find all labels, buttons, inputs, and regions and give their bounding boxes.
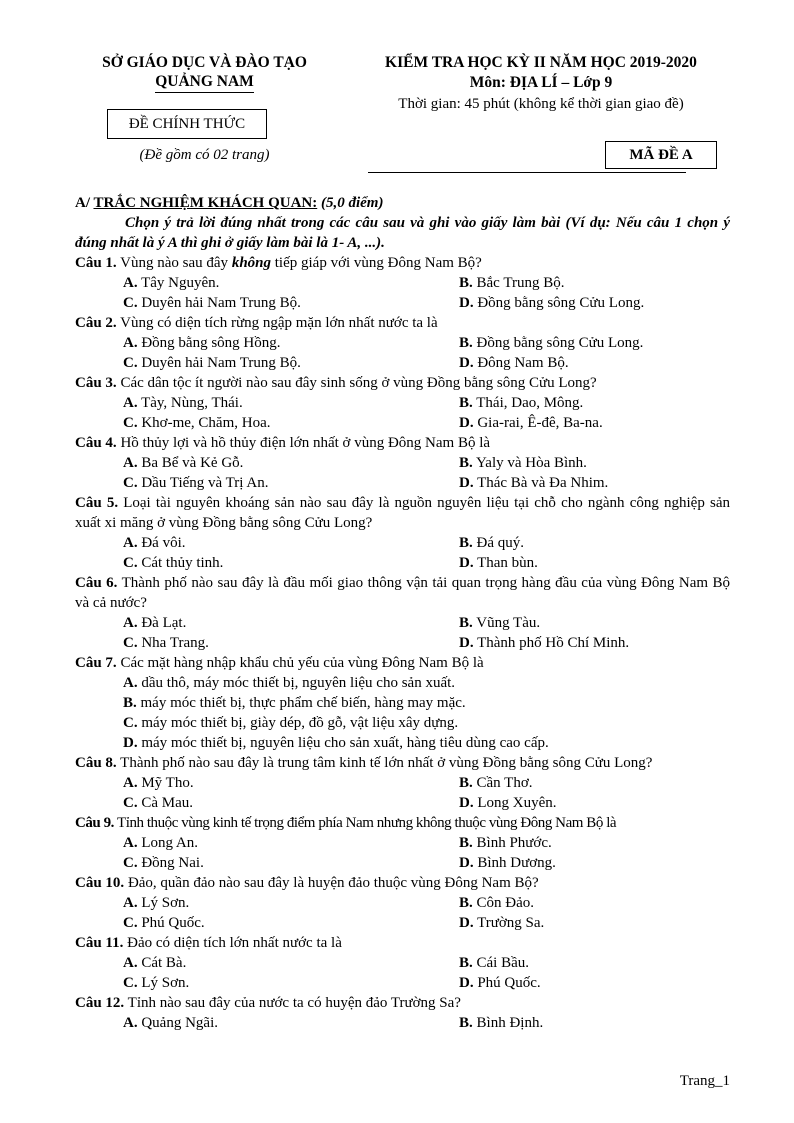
option-label: A. bbox=[123, 675, 138, 691]
option-row bbox=[75, 333, 730, 353]
option-label: B. bbox=[459, 835, 473, 851]
option-text: Long An. bbox=[137, 835, 199, 851]
option-label: C. bbox=[123, 555, 138, 571]
option-text: Bình Phước. bbox=[472, 835, 552, 851]
option-text: Đá vôi. bbox=[137, 535, 186, 551]
option-c bbox=[123, 413, 459, 433]
question-5 bbox=[75, 493, 730, 533]
option-label: C. bbox=[123, 915, 138, 931]
option-label: D. bbox=[459, 975, 474, 991]
option-row bbox=[75, 1013, 730, 1033]
option-row bbox=[75, 893, 730, 913]
option-text: Vũng Tàu. bbox=[472, 615, 541, 631]
option-text: Đông Nam Bộ. bbox=[473, 355, 569, 371]
option-a bbox=[123, 333, 459, 353]
option-row bbox=[75, 793, 730, 813]
option-label: C. bbox=[123, 475, 138, 491]
option-row bbox=[75, 293, 730, 313]
section-instruction: Chọn ý trả lời đúng nhất trong các câu sau và ghi vào giấy làm bài (Ví dụ: Nếu câu 1 chọn ý đúng nhất là ý A thì ghi ở giấy làm bài là 1- A, ...). bbox=[75, 215, 730, 251]
option-a bbox=[123, 393, 459, 413]
department-name: SỞ GIÁO DỤC VÀ ĐÀO TẠO bbox=[102, 54, 307, 71]
question-number: Câu 1. bbox=[75, 255, 117, 271]
option-row bbox=[75, 533, 730, 553]
option-label: C. bbox=[123, 355, 138, 371]
question-number: Câu 9. bbox=[75, 815, 114, 831]
option-label: A. bbox=[123, 275, 138, 291]
option-row bbox=[75, 773, 730, 793]
section-title bbox=[75, 193, 730, 213]
section-prefix: A/ bbox=[75, 195, 94, 211]
question-number: Câu 8. bbox=[75, 755, 117, 771]
option-b bbox=[459, 453, 587, 473]
option-d bbox=[459, 973, 541, 993]
option-text: Khơ-me, Chăm, Hoa. bbox=[137, 415, 271, 431]
option-d bbox=[459, 913, 544, 933]
option-text: Than bùn. bbox=[473, 555, 538, 571]
option-d bbox=[459, 413, 603, 433]
time-line: Thời gian: 45 phút (không kể thời gian giao đề) bbox=[398, 96, 684, 112]
option-label: C. bbox=[123, 975, 138, 991]
option-label: B. bbox=[459, 395, 473, 411]
option-a bbox=[123, 273, 459, 293]
header-left bbox=[72, 53, 337, 93]
option-text: Thành phố Hồ Chí Minh. bbox=[473, 635, 630, 651]
question-3 bbox=[75, 373, 730, 393]
option-text: Đồng bằng sông Hồng. bbox=[137, 335, 281, 351]
option-label: D. bbox=[459, 915, 474, 931]
option-text: Đồng Nai. bbox=[137, 855, 204, 871]
option-b bbox=[459, 953, 529, 973]
option-b bbox=[459, 893, 534, 913]
option-row bbox=[75, 913, 730, 933]
option-text: Đá quý. bbox=[472, 535, 525, 551]
question-number: Câu 3. bbox=[75, 375, 117, 391]
option-label: B. bbox=[459, 335, 473, 351]
option-a bbox=[123, 953, 459, 973]
option-c bbox=[123, 473, 459, 493]
question-number: Câu 11. bbox=[75, 935, 124, 951]
question-11 bbox=[75, 933, 730, 953]
option-text: dầu thô, máy móc thiết bị, nguyên liệu cho sản xuất. bbox=[137, 675, 456, 691]
section-title-text: TRẮC NGHIỆM KHÁCH QUAN: bbox=[93, 195, 318, 211]
question-number: Câu 6. bbox=[75, 575, 118, 591]
option-b bbox=[459, 773, 533, 793]
option-a bbox=[123, 613, 459, 633]
option-a bbox=[123, 1013, 459, 1033]
official-label-box: ĐỀ CHÍNH THỨC bbox=[107, 109, 267, 139]
option-a bbox=[75, 673, 730, 693]
option-text: Thái, Dao, Mông. bbox=[472, 395, 584, 411]
option-label: D. bbox=[459, 555, 474, 571]
question-text: Thành phố nào sau đây là đầu mối giao thông vận tải quan trọng hàng đầu của vùng Đông Nam Bộ và cả nước? bbox=[75, 575, 730, 611]
question-12 bbox=[75, 993, 730, 1013]
option-row bbox=[75, 473, 730, 493]
question-text: Tỉnh nào sau đây của nước ta có huyện đảo Trường Sa? bbox=[124, 995, 461, 1011]
option-row bbox=[75, 833, 730, 853]
option-label: D. bbox=[459, 635, 474, 651]
question-text: Vùng có diện tích rừng ngập mặn lớn nhất nước ta là bbox=[116, 315, 438, 331]
option-text: Phú Quốc. bbox=[137, 915, 205, 931]
option-label: D. bbox=[459, 855, 474, 871]
question-text: Tỉnh thuộc vùng kinh tế trọng điểm phía Nam nhưng không thuộc vùng Đông Nam Bộ là bbox=[113, 815, 617, 831]
option-d bbox=[459, 353, 569, 373]
question-4 bbox=[75, 433, 730, 453]
option-text: Cần Thơ. bbox=[472, 775, 533, 791]
section-points: (5,0 điểm) bbox=[317, 195, 384, 211]
question-text: tiếp giáp với vùng Đông Nam Bộ? bbox=[271, 255, 482, 271]
option-label: B. bbox=[123, 695, 137, 711]
question-9 bbox=[75, 813, 730, 833]
option-d bbox=[75, 733, 730, 753]
option-a bbox=[123, 893, 459, 913]
option-text: Đồng bằng sông Cửu Long. bbox=[472, 335, 644, 351]
exam-title: KIỂM TRA HỌC KỲ II NĂM HỌC 2019-2020 bbox=[385, 54, 697, 71]
option-row bbox=[75, 953, 730, 973]
option-row bbox=[75, 853, 730, 873]
option-label: D. bbox=[459, 355, 474, 371]
option-label: A. bbox=[123, 615, 138, 631]
option-c bbox=[123, 293, 459, 313]
option-text: Phú Quốc. bbox=[473, 975, 541, 991]
option-label: D. bbox=[459, 295, 474, 311]
option-label: B. bbox=[459, 275, 473, 291]
option-text: Cát Bà. bbox=[137, 955, 187, 971]
option-d bbox=[459, 633, 629, 653]
option-c bbox=[123, 353, 459, 373]
option-label: A. bbox=[123, 955, 138, 971]
option-row bbox=[75, 633, 730, 653]
option-text: Mỹ Tho. bbox=[137, 775, 194, 791]
option-text: Bình Dương. bbox=[473, 855, 556, 871]
option-label: D. bbox=[459, 415, 474, 431]
option-label: B. bbox=[459, 895, 473, 911]
subject-line: Môn: ĐỊA LÍ – Lớp 9 bbox=[469, 74, 613, 91]
option-text: Lý Sơn. bbox=[137, 895, 190, 911]
option-label: A. bbox=[123, 335, 138, 351]
question-7 bbox=[75, 653, 730, 673]
option-a bbox=[123, 453, 459, 473]
question-number: Câu 2. bbox=[75, 315, 117, 331]
option-text: Nha Trang. bbox=[137, 635, 209, 651]
option-row bbox=[75, 393, 730, 413]
option-label: A. bbox=[123, 835, 138, 851]
question-1 bbox=[75, 253, 730, 273]
question-text: Đảo, quần đảo nào sau đây là huyện đảo thuộc vùng Đông Nam Bộ? bbox=[124, 875, 539, 891]
option-c bbox=[123, 793, 459, 813]
header-right bbox=[340, 53, 742, 114]
question-2 bbox=[75, 313, 730, 333]
option-text: Trường Sa. bbox=[473, 915, 545, 931]
option-b bbox=[459, 533, 524, 553]
question-number: Câu 4. bbox=[75, 435, 117, 451]
option-label: A. bbox=[123, 775, 138, 791]
option-text: Dầu Tiếng và Trị An. bbox=[137, 475, 269, 491]
question-text: Vùng nào sau đây bbox=[116, 255, 232, 271]
option-d bbox=[459, 853, 556, 873]
option-text: Long Xuyên. bbox=[473, 795, 557, 811]
option-text: Bắc Trung Bộ. bbox=[472, 275, 565, 291]
option-text: Tây Nguyên. bbox=[137, 275, 220, 291]
option-row bbox=[75, 413, 730, 433]
option-c bbox=[123, 553, 459, 573]
question-number: Câu 7. bbox=[75, 655, 117, 671]
option-c bbox=[123, 633, 459, 653]
option-label: A. bbox=[123, 895, 138, 911]
option-text: máy móc thiết bị, thực phẩm chế biến, hàng may mặc. bbox=[136, 695, 466, 711]
option-label: B. bbox=[459, 775, 473, 791]
option-a bbox=[123, 533, 459, 553]
option-label: A. bbox=[123, 455, 138, 471]
pages-note: (Đề gồm có 02 trang) bbox=[139, 147, 270, 163]
question-number: Câu 5. bbox=[75, 495, 119, 511]
option-label: C. bbox=[123, 415, 138, 431]
question-6 bbox=[75, 573, 730, 613]
option-b bbox=[459, 393, 583, 413]
question-10 bbox=[75, 873, 730, 893]
option-label: B. bbox=[459, 615, 473, 631]
page-number: Trang_1 bbox=[679, 1073, 730, 1089]
option-label: B. bbox=[459, 535, 473, 551]
exam-content bbox=[75, 193, 730, 1033]
option-d bbox=[459, 293, 644, 313]
option-d bbox=[459, 473, 608, 493]
option-label: B. bbox=[459, 455, 473, 471]
option-label: D. bbox=[459, 475, 474, 491]
option-text: Đồng bằng sông Cửu Long. bbox=[473, 295, 645, 311]
option-row bbox=[75, 973, 730, 993]
option-text: Duyên hải Nam Trung Bộ. bbox=[137, 295, 301, 311]
question-text: Hồ thủy lợi và hồ thủy điện lớn nhất ở vùng Đông Nam Bộ là bbox=[116, 435, 491, 451]
question-keyword: không bbox=[231, 255, 271, 271]
option-label: C. bbox=[123, 715, 138, 731]
header-divider bbox=[368, 172, 686, 173]
exam-code-box: MÃ ĐỀ A bbox=[605, 141, 717, 169]
option-c bbox=[123, 913, 459, 933]
option-label: D. bbox=[123, 735, 138, 751]
option-c bbox=[75, 713, 730, 733]
option-label: C. bbox=[123, 635, 138, 651]
option-text: Bình Định. bbox=[472, 1015, 544, 1031]
option-text: Gia-rai, Ê-đê, Ba-na. bbox=[473, 415, 603, 431]
option-label: B. bbox=[459, 955, 473, 971]
option-row bbox=[75, 553, 730, 573]
question-text: Loại tài nguyên khoáng sản nào sau đây là nguồn nguyên liệu tại chỗ cho ngành công nghiệp sản xuất xi măng ở vùng Đồng bằng sông Cửu Long? bbox=[75, 495, 730, 531]
option-label: D. bbox=[459, 795, 474, 811]
option-d bbox=[459, 553, 538, 573]
option-text: Thác Bà và Đa Nhim. bbox=[473, 475, 609, 491]
option-a bbox=[123, 773, 459, 793]
option-label: A. bbox=[123, 535, 138, 551]
option-b bbox=[75, 693, 730, 713]
option-b bbox=[459, 833, 552, 853]
option-text: Ba Bể và Kẻ Gỗ. bbox=[137, 455, 244, 471]
option-label: C. bbox=[123, 855, 138, 871]
option-text: Lý Sơn. bbox=[137, 975, 190, 991]
option-a bbox=[123, 833, 459, 853]
option-text: Tày, Nùng, Thái. bbox=[137, 395, 243, 411]
option-text: Quảng Ngãi. bbox=[137, 1015, 218, 1031]
option-label: A. bbox=[123, 1015, 138, 1031]
question-text: Các dân tộc ít người nào sau đây sinh sống ở vùng Đồng bằng sông Cửu Long? bbox=[116, 375, 597, 391]
question-text: Đảo có diện tích lớn nhất nước ta là bbox=[123, 935, 342, 951]
question-number: Câu 10. bbox=[75, 875, 125, 891]
option-label: B. bbox=[459, 1015, 473, 1031]
option-label: C. bbox=[123, 795, 138, 811]
option-text: máy móc thiết bị, giày dép, đồ gỗ, vật liệu xây dựng. bbox=[137, 715, 459, 731]
option-label: A. bbox=[123, 395, 138, 411]
option-label: C. bbox=[123, 295, 138, 311]
question-8 bbox=[75, 753, 730, 773]
option-text: Đà Lạt. bbox=[137, 615, 187, 631]
question-text: Thành phố nào sau đây là trung tâm kinh tế lớn nhất ở vùng Đồng bằng sông Cửu Long? bbox=[116, 755, 653, 771]
option-row bbox=[75, 613, 730, 633]
option-b bbox=[459, 1013, 543, 1033]
question-number: Câu 12. bbox=[75, 995, 125, 1011]
option-text: Cà Mau. bbox=[137, 795, 194, 811]
option-row bbox=[75, 273, 730, 293]
option-c bbox=[123, 973, 459, 993]
option-b bbox=[459, 613, 540, 633]
option-c bbox=[123, 853, 459, 873]
option-d bbox=[459, 793, 557, 813]
option-text: Duyên hải Nam Trung Bộ. bbox=[137, 355, 301, 371]
option-text: máy móc thiết bị, nguyên liệu cho sản xuất, hàng tiêu dùng cao cấp. bbox=[137, 735, 549, 751]
option-text: Cát thủy tinh. bbox=[137, 555, 224, 571]
option-b bbox=[459, 333, 643, 353]
question-text: Các mặt hàng nhập khẩu chủ yếu của vùng Đông Nam Bộ là bbox=[116, 655, 484, 671]
option-row bbox=[75, 353, 730, 373]
option-b bbox=[459, 273, 564, 293]
option-text: Yaly và Hòa Bình. bbox=[472, 455, 587, 471]
option-text: Cái Bầu. bbox=[472, 955, 530, 971]
option-row bbox=[75, 453, 730, 473]
province-name: QUẢNG NAM bbox=[155, 72, 254, 93]
option-text: Côn Đảo. bbox=[472, 895, 535, 911]
